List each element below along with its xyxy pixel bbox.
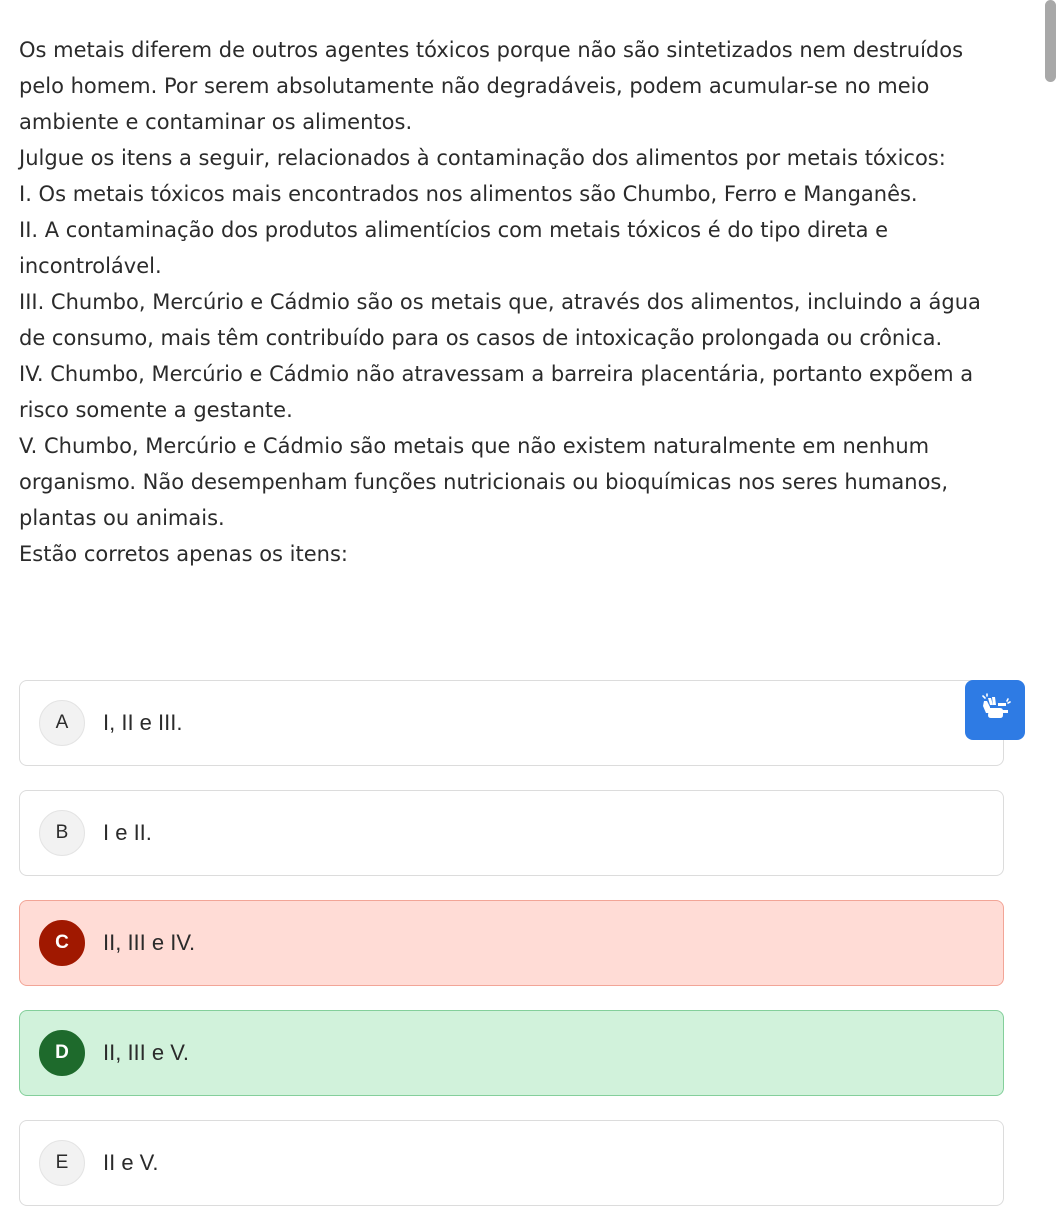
- option-text: II, III e IV.: [103, 930, 196, 955]
- question-item-iv: IV. Chumbo, Mercúrio e Cádmio não atravessam a barreira placentária, portanto expõem a risco somente a gestante.: [19, 362, 974, 422]
- option-c[interactable]: [19, 900, 1004, 986]
- option-letter-badge: D: [39, 1030, 85, 1076]
- question-item-i: I. Os metais tóxicos mais encontrados nos alimentos são Chumbo, Ferro e Manganês.: [19, 182, 918, 206]
- question-paragraph: Os metais diferem de outros agentes tóxicos porque não são sintetizados nem destruídos pelo homem. Por serem absolutamente não degradáveis, podem acumular-se no meio ambiente e contaminar os alimentos.: [19, 38, 964, 134]
- question-item-ii: II. A contaminação dos produtos alimentícios com metais tóxicos é do tipo direta e incontrolável.: [19, 218, 889, 278]
- question-statement: [19, 32, 1004, 572]
- scrollbar-thumb[interactable]: [1045, 0, 1056, 82]
- option-d[interactable]: [19, 1010, 1004, 1096]
- option-text: I, II e III.: [103, 710, 183, 735]
- sign-language-button[interactable]: [965, 680, 1025, 740]
- option-letter-badge: B: [39, 810, 85, 856]
- question-item-iii: III. Chumbo, Mercúrio e Cádmio são os metais que, através dos alimentos, incluindo a água de consumo, mais têm contribuído para os casos de intoxicação prolongada ou crônica.: [19, 290, 981, 350]
- question-item-v: V. Chumbo, Mercúrio e Cádmio são metais que não existem naturalmente em nenhum organismo. Não desempenham funções nutricionais ou bioquímicas nos seres humanos, plantas ou animais.: [19, 434, 949, 530]
- question-paragraph: Julgue os itens a seguir, relacionados à contaminação dos alimentos por metais tóxicos:: [19, 146, 946, 170]
- option-text: II e V.: [103, 1150, 159, 1175]
- option-letter-badge: A: [39, 700, 85, 746]
- question-prompt: Estão corretos apenas os itens:: [19, 542, 348, 566]
- option-text: II, III e V.: [103, 1040, 190, 1065]
- option-a[interactable]: [19, 680, 1004, 766]
- answer-options: [19, 680, 1004, 1230]
- option-text: I e II.: [103, 820, 152, 845]
- sign-language-hands-icon: [978, 691, 1012, 729]
- option-e[interactable]: [19, 1120, 1004, 1206]
- page-scrollbar[interactable]: [1042, 0, 1058, 1222]
- option-letter-badge: E: [39, 1140, 85, 1186]
- option-letter-badge: C: [39, 920, 85, 966]
- option-b[interactable]: [19, 790, 1004, 876]
